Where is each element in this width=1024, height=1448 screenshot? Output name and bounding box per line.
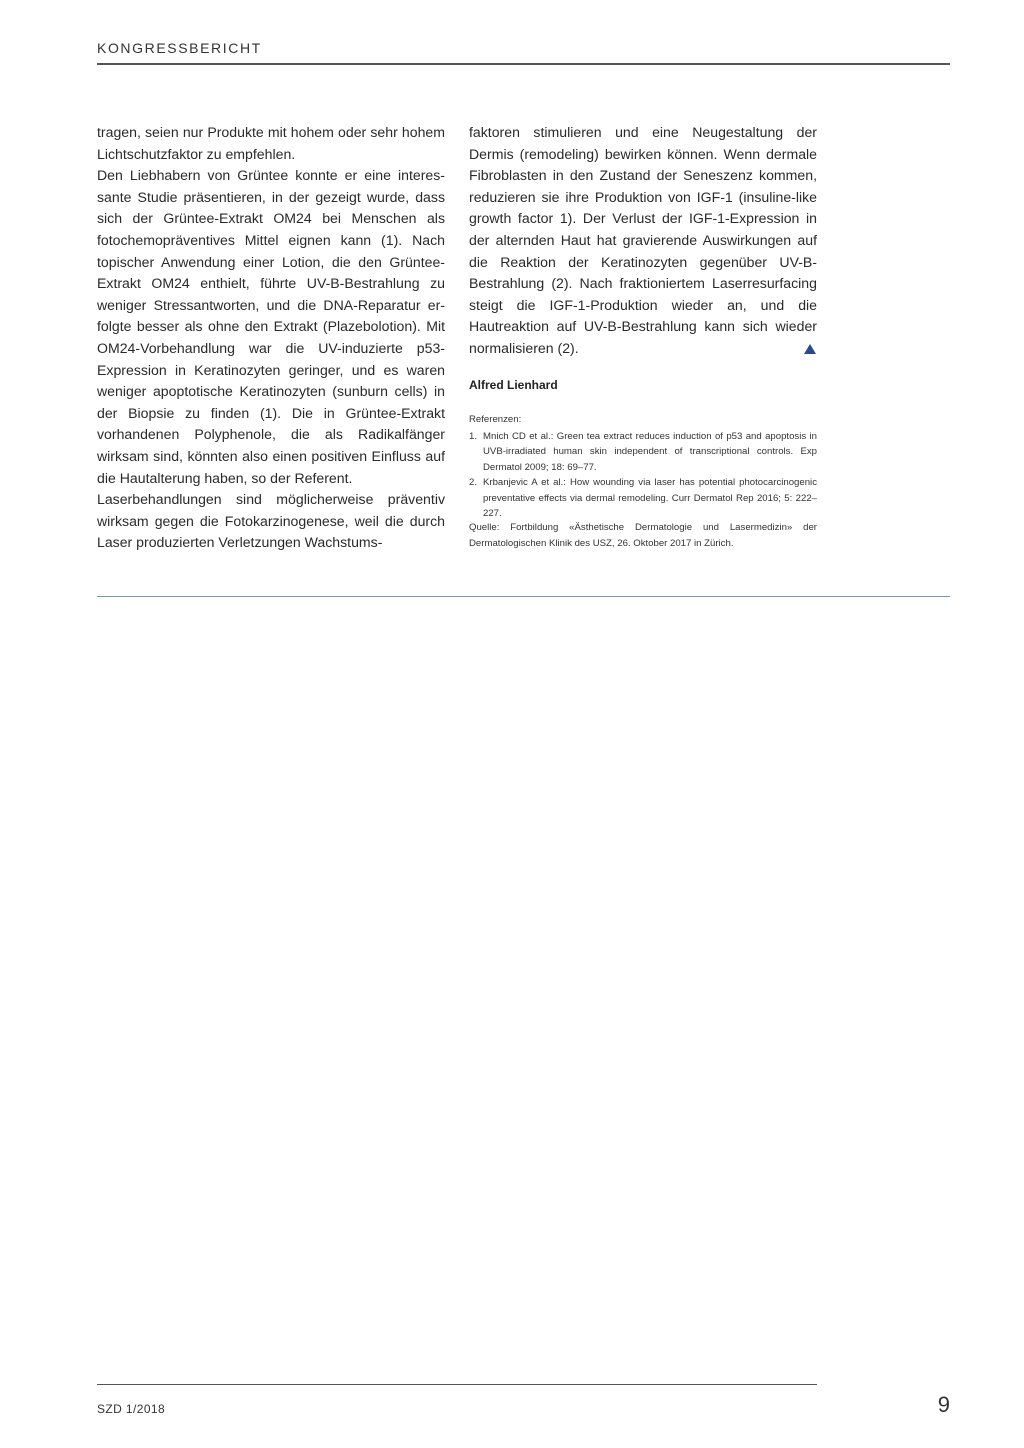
paragraph: tragen, seien nur Produkte mit hohem oder sehr hohem Lichtschutzfaktor zu empfehlen. xyxy=(97,124,445,162)
paragraph: faktoren stimulieren und eine Neugestaltung der Dermis (remodeling) bewirken können. Wenn dermale Fibroblasten in den Zustand der Seneszenz kommen, reduzieren sie ihre Produktion von IGF-1 (insuline-like growth factor 1). Der Verlust der IGF-1-Expression in der alternden Haut hat gravierende Auswirkungen auf die Reaktion der Keratinozyten gegenüber UV-B-Bestrahlung (2). Nach fraktioniertem Laserresurfacing steigt die IGF-1-Produktion wieder an, und die Hautreaktion auf UV-B-Bestrahlung kann sich wieder normalisieren (2). xyxy=(469,124,817,356)
right-text-column xyxy=(469,122,817,360)
section-divider xyxy=(97,596,950,597)
page-header xyxy=(97,40,950,64)
header-divider xyxy=(97,63,950,65)
references-list xyxy=(469,412,817,522)
footer-divider xyxy=(97,1384,817,1385)
author-name: Alfred Lienhard xyxy=(469,378,558,392)
page-number: 9 xyxy=(937,1392,950,1417)
reference-text: Mnich CD et al.: Green tea extract reduces induction of p53 and apoptosis in UVB-irradiated human skin independent of transcriptional controls. Exp Dermatol 2009; 18: 69–77. xyxy=(483,430,817,473)
reference-number: 2. xyxy=(469,477,478,488)
triangle-up-icon xyxy=(804,344,816,354)
reference-item xyxy=(469,475,817,522)
paragraph: Laserbehandlungen sind möglicherweise präventiv wirksam gegen die Fotokarzinogenese, weil die durch Laser produzierten Verletzungen Wachstums- xyxy=(97,491,445,551)
section-title: KONGRESSBERICHT xyxy=(97,40,262,56)
references-heading: Referenzen: xyxy=(469,414,522,425)
reference-number: 1. xyxy=(469,430,478,442)
paragraph: Den Liebhabern von Grüntee konnte er eine interessante Studie präsentieren, in der gezeigt wurde, dass sich der Grüntee-Extrakt OM24 bei Menschen als fotochemopräventives Mittel eignen kann (1). Nach topischer Anwendung einer Lotion, die den Grüntee-Extrakt OM24 enthielt, führte UV-B-Bestrahlung zu weniger Stressantworten, und die DNA-Reparatur erfolgte besser als ohne den Extrakt (Plazebolotion). Mit OM24-Vorbehandlung war die UV-induzierte p53-Expression in Keratinozyten geringer, und es waren weniger apoptotische Keratinozyten (sunburn cells) in der Biopsie zu finden (1). Die in Grüntee-Extrakt vorhandenen Polyphenole, die als Radikalfänger wirksam sind, könnten also einen positiven Einfluss auf die Hautalterung haben, so der Referent. xyxy=(97,167,445,486)
paragraph-wrapper xyxy=(469,122,817,360)
source-note: Quelle: Fortbildung «Ästhetische Dermatologie und Lasermedizin» der Dermatologischen Klinik des USZ, 26. Oktober 2017 in Zürich. xyxy=(469,522,817,549)
reference-text: Krbanjevic A et al.: How wounding via laser has potential photocarcinogenic preventative effects via dermal remodeling. Curr Dermatol Rep 2016; 5: 222–227. xyxy=(483,477,817,519)
journal-issue: SZD 1/2018 xyxy=(97,1402,166,1416)
left-text-column xyxy=(97,122,445,554)
reference-item xyxy=(469,429,817,476)
